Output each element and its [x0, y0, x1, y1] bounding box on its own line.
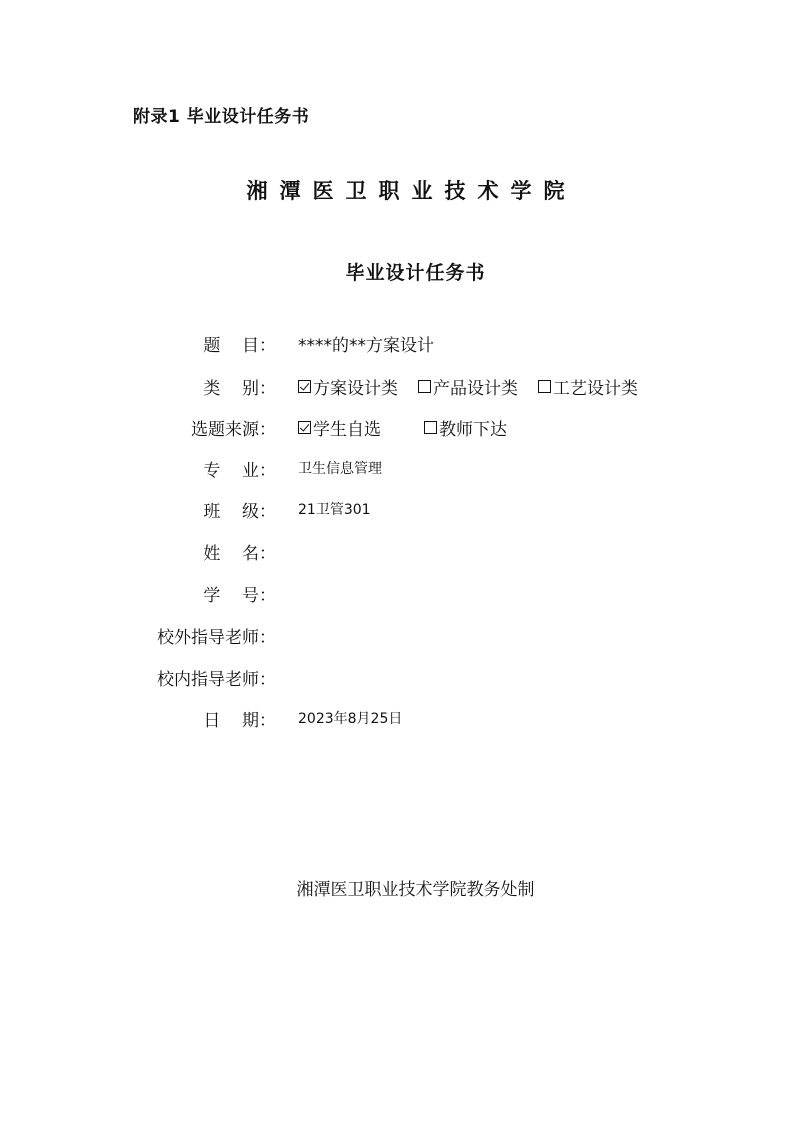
checkbox-empty-icon[interactable]: [424, 421, 437, 434]
field-student-id: [150, 581, 298, 605]
field-source-label: 选题来源：: [191, 419, 276, 440]
appendix-heading: 附录1 毕业设计任务书: [133, 107, 310, 127]
category-option-scheme[interactable]: [298, 374, 398, 399]
category-option-process-label: 工艺设计类: [553, 378, 638, 399]
field-name-label: 姓 名：: [203, 543, 276, 564]
field-student-id-label: 学 号：: [203, 585, 276, 606]
category-option-scheme-label: 方案设计类: [313, 378, 398, 399]
field-internal-advisor-label: 校内指导老师：: [157, 669, 276, 690]
field-name: [150, 539, 298, 563]
field-date-value: 2023年8月25日: [298, 711, 403, 727]
source-option-teacher-label: 教师下达: [439, 419, 507, 440]
field-source: [150, 415, 507, 439]
field-major: [150, 456, 382, 480]
field-external-advisor-label: 校外指导老师：: [157, 627, 276, 648]
field-topic-value: ****的**方案设计: [298, 335, 434, 356]
field-major-label: 专 业：: [203, 460, 276, 481]
checkbox-checked-icon[interactable]: [298, 380, 311, 393]
category-option-product-label: 产品设计类: [433, 378, 518, 399]
category-option-product[interactable]: [418, 374, 518, 399]
document-title: 毕业设计任务书: [345, 262, 486, 284]
field-source-options: [298, 415, 507, 440]
field-external-advisor: [150, 623, 298, 647]
footer-issuer: 湘潭医卫职业技术学院教务处制: [296, 880, 535, 900]
field-category: [150, 374, 638, 398]
field-category-options: [298, 374, 638, 399]
checkbox-empty-icon[interactable]: [418, 380, 431, 393]
field-class: [150, 497, 371, 521]
source-option-student-label: 学生自选: [313, 419, 381, 440]
checkbox-empty-icon[interactable]: [538, 380, 551, 393]
category-option-process[interactable]: [538, 374, 638, 399]
field-internal-advisor: [150, 665, 298, 689]
field-date-label: 日 期：: [203, 710, 276, 731]
checkbox-checked-icon[interactable]: [298, 421, 311, 434]
field-category-label: 类 别：: [203, 378, 276, 399]
source-option-student[interactable]: [298, 415, 381, 440]
field-major-value: 卫生信息管理: [298, 461, 382, 477]
field-class-value: 21卫管301: [298, 502, 371, 518]
field-topic: [150, 331, 434, 355]
source-option-teacher[interactable]: [424, 415, 507, 440]
field-topic-label: 题 目：: [203, 335, 276, 356]
college-name: 湘潭医卫职业技术学院: [246, 179, 577, 203]
field-class-label: 班 级：: [203, 501, 276, 522]
field-date: [150, 706, 402, 730]
